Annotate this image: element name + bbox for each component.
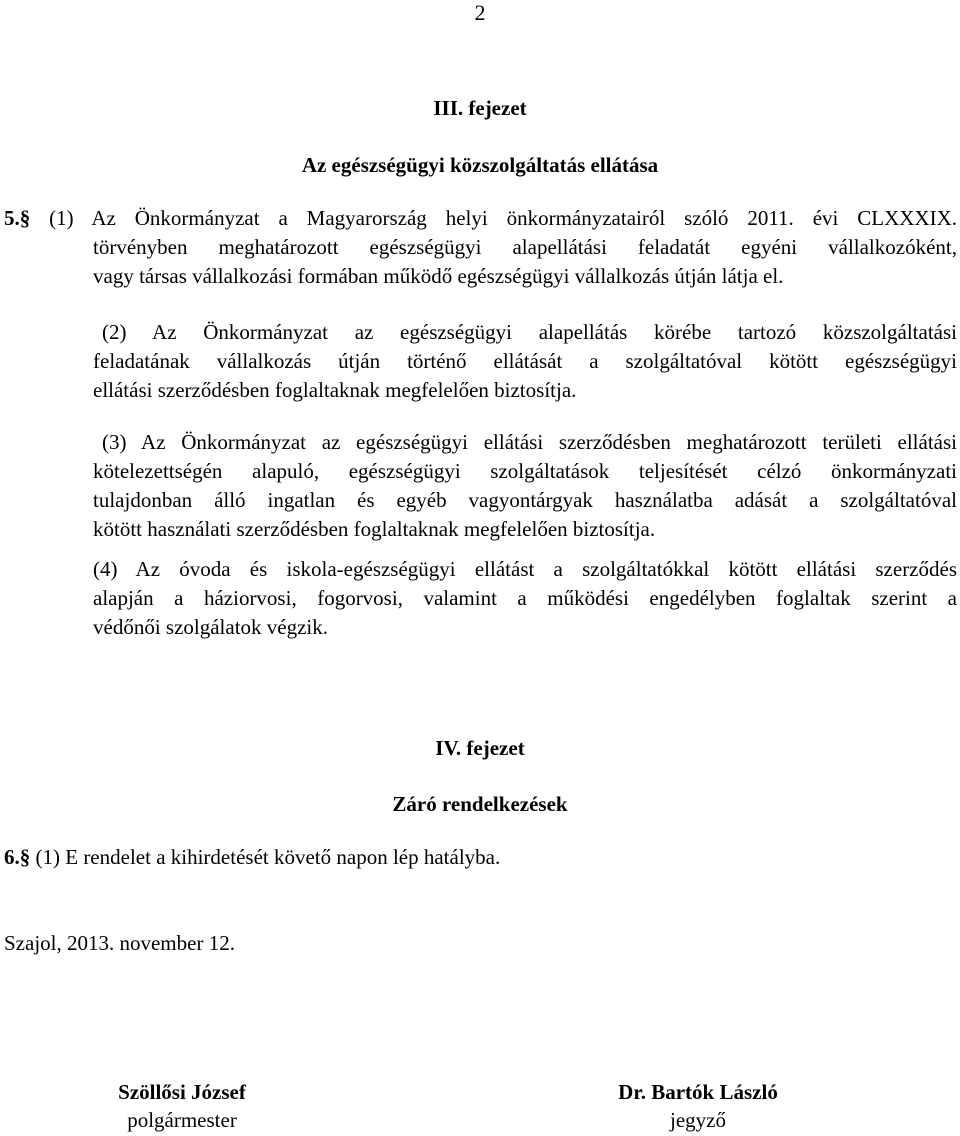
- section-5-paragraph-3: [93, 428, 957, 544]
- place-date: Szajol, 2013. november 12.: [4, 931, 235, 955]
- section-5-p3-line-4: kötött használati szerződésben foglaltaknak megfelelően biztosítja.: [93, 517, 656, 541]
- section-5-p4-line-2: alapján a háziorvosi, fogorvosi, valamint a működési engedélyben foglaltak szerint a: [93, 586, 957, 610]
- section-5-p4-line-1: (4) Az óvoda és iskola-egészségügyi ellátást a szolgáltatókkal kötött ellátási szerződés: [93, 557, 957, 581]
- section-5-p2-line-2: feladatának vállalkozás útján történő ellátását a szolgáltatóval kötött egészségügyi: [93, 349, 957, 373]
- section-5-line-1: [4, 204, 957, 233]
- section-5-paragraph-4: [93, 555, 957, 642]
- section-5-number: 5.§: [4, 206, 31, 230]
- chapter-4-heading: IV. fejezet: [435, 736, 525, 760]
- signature-left-name: Szöllősi József: [118, 1080, 246, 1104]
- page-number: 2: [474, 0, 486, 25]
- section-5-p3-line-2: kötelezettségén alapuló, egészségügyi szolgáltatások teljesítését célzó önkormányzati: [93, 459, 957, 483]
- chapter-3-heading: III. fejezet: [433, 96, 527, 120]
- signature-left-role: polgármester: [127, 1108, 237, 1132]
- section-5-p4-line-3: védőnői szolgálatok végzik.: [93, 615, 329, 639]
- section-5-p2-line-3: ellátási szerződésben foglaltaknak megfelelően biztosítja.: [93, 378, 577, 402]
- chapter-4-title: Záró rendelkezések: [392, 792, 568, 816]
- signature-right-role: jegyző: [670, 1108, 726, 1132]
- section-5-p3-line-3: tulajdonban álló ingatlan és egyéb vagyontárgyak használatba adását a szolgáltatóval: [93, 488, 957, 512]
- section-6-number: 6.§: [4, 845, 31, 869]
- section-5-paragraph-1-cont: [93, 233, 957, 291]
- section-5-p1-line-3: vagy társas vállalkozási formában működő egészségügyi vállalkozás útján látja el.: [93, 264, 784, 288]
- section-5-p3-line-1: (3) Az Önkormányzat az egészségügyi ellátási szerződésben meghatározott területi ellátási: [102, 430, 957, 454]
- chapter-3-title: Az egészségügyi közszolgáltatás ellátása: [301, 153, 659, 177]
- section-5-line-1-text: (1) Az Önkormányzat a Magyarország helyi önkormányzatairól szóló 2011. évi CLXXXIX.: [30, 206, 957, 230]
- section-5-p2-line-1: (2) Az Önkormányzat az egészségügyi alapellátás körébe tartozó közszolgáltatási: [102, 320, 957, 344]
- section-5-paragraph-1: [4, 204, 957, 233]
- section-5-p1-line-2: törvényben meghatározott egészségügyi alapellátási feladatát egyéni vállalkozóként,: [93, 235, 957, 259]
- section-6-text: (1) E rendelet a kihirdetését követő napon lép hatályba.: [30, 845, 501, 869]
- section-5-paragraph-2: [93, 318, 957, 405]
- section-6-paragraph-1: [4, 845, 500, 870]
- signature-right-name: Dr. Bartók László: [618, 1080, 778, 1104]
